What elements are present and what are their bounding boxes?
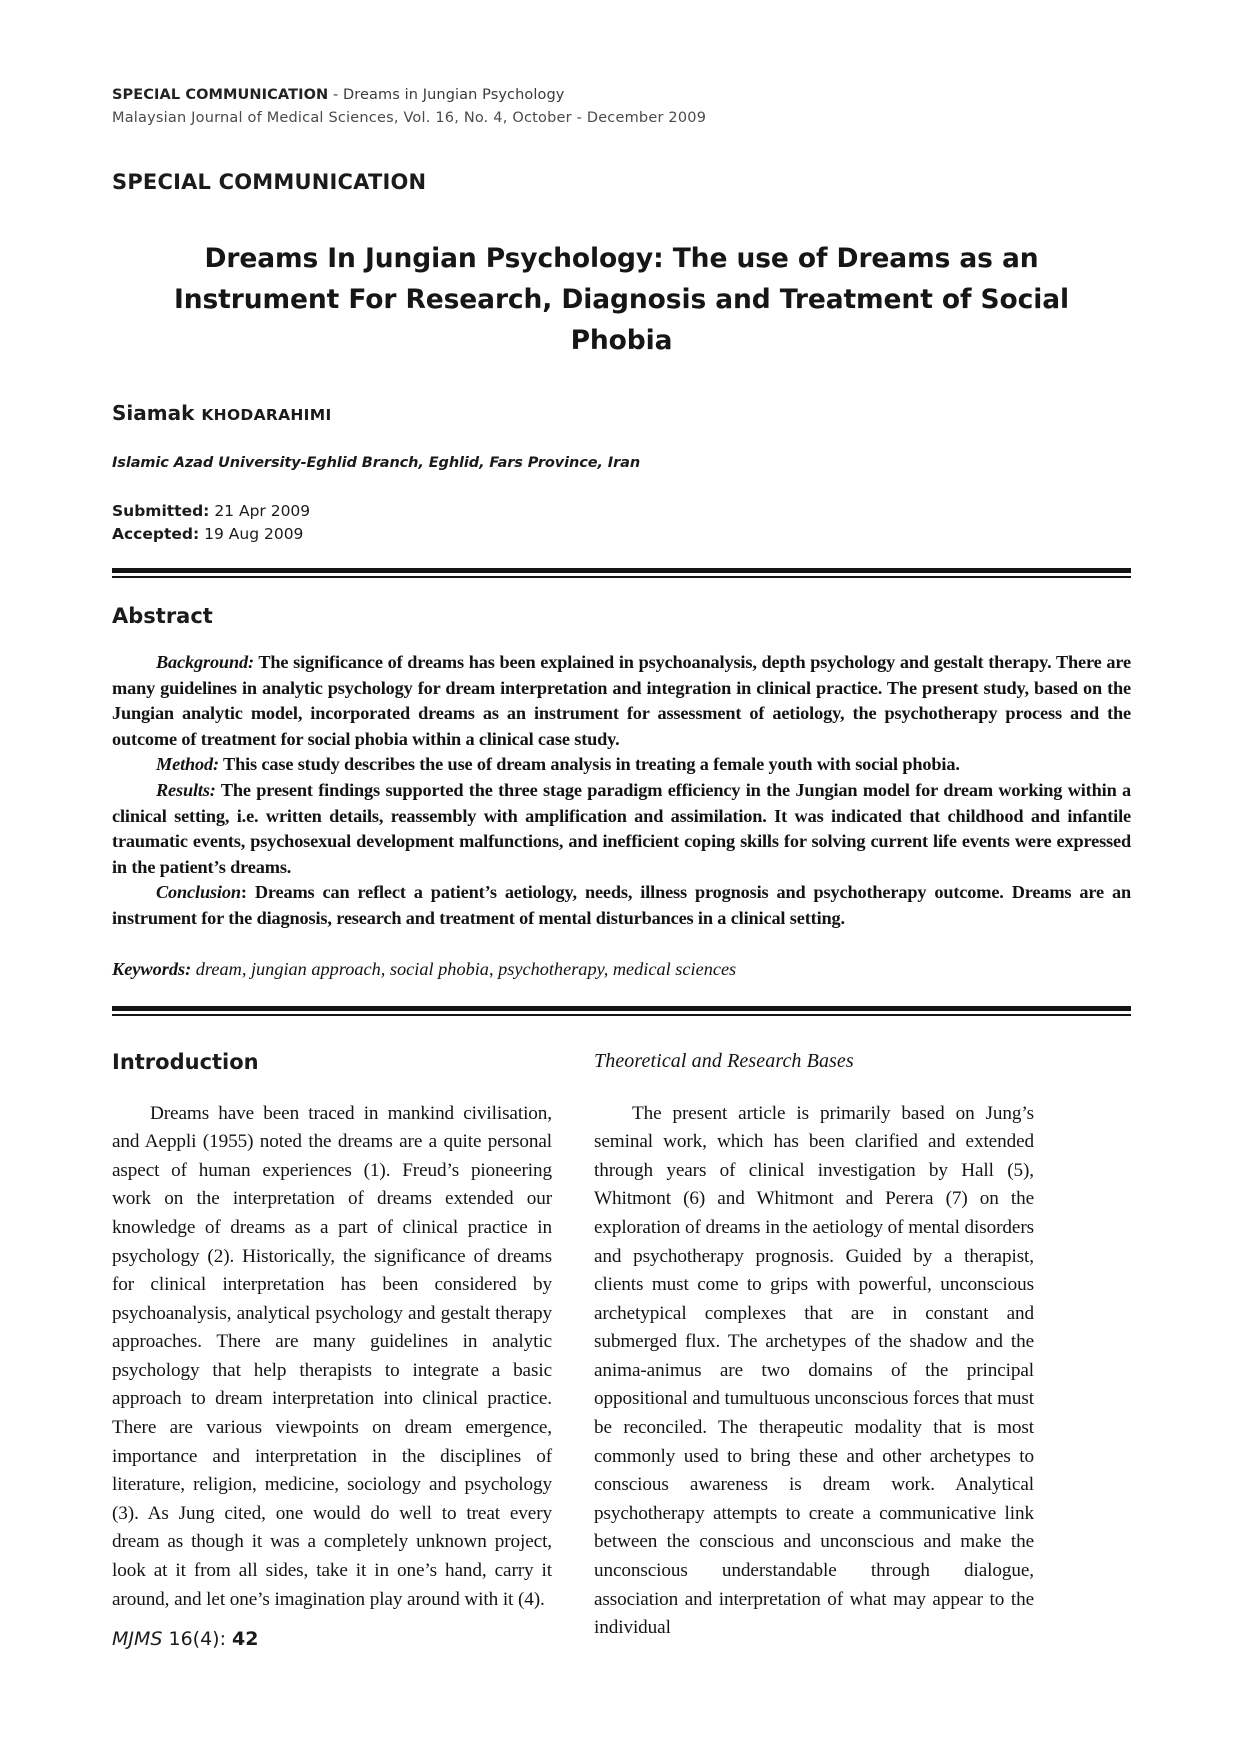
author-surname: KHODARAHIMI [201,406,332,424]
running-head-journal-line: Malaysian Journal of Medical Sciences, Vol. 16, No. 4, October - December 2009 [112,110,707,126]
theoretical-bases-heading: Theoretical and Research Bases [594,1049,854,1072]
submitted-label: Submitted: [112,502,210,520]
divider-thin-line [112,1014,1131,1016]
divider-bottom [112,1006,1131,1016]
section-kicker: SPECIAL COMMUNICATION [112,170,427,194]
accepted-date [112,523,1131,546]
page-title: Dreams In Jungian Psychology: The use of Dreams as an Instrument For Research, Diagnosis and Treatment of Social Phobia [173,243,1070,356]
running-head-separator: - [328,87,344,103]
accepted-label: Accepted: [112,525,200,543]
divider-thin-line [112,576,1131,578]
divider-top [112,568,1131,578]
abstract-results-label: Results: [156,779,216,800]
keywords-value: dream, jungian approach, social phobia, psychotherapy, medical sciences [191,958,737,979]
abstract-method-paragraph [112,752,1131,778]
running-head-short-title: Dreams in Jungian Psychology [343,87,565,103]
submitted-date [112,500,1131,523]
submission-dates [112,500,1131,546]
abstract-background-label: Background: [156,652,254,672]
submitted-value: 21 Apr 2009 [209,502,311,520]
footer-journal-abbrev: MJMS [112,1628,163,1650]
author-name [112,401,1131,425]
abstract-method-text: This case study describes the use of dream analysis in treating a female youth with social phobia. [218,754,960,775]
keywords-label: Keywords: [112,958,192,979]
abstract-results-paragraph [112,778,1131,880]
introduction-paragraph: Dreams have been traced in mankind civilisation, and Aeppli (1955) noted the dreams are a quite personal aspect of human experiences (1). Freud’s pioneering work on the interpretation of dreams extended our knowledge of dreams as a part of clinical practice in psychology (2). Historically, the significance of dreams for clinical interpretation has been considered by psychoanalysis, analytical psychology and gestalt therapy approaches. There are many guidelines in analytic psychology that help therapists to integrate a basic approach to dream interpretation into clinical practice. There are various viewpoints on dream emergence, importance and interpretation in the disciplines of literature, religion, medicine, sociology and psychology (3). As Jung cited, one would do well to treat every dream as though it was a completely unknown project, look at it from all sides, take it in one’s hand, carry it around, and let one’s imagination play around with it (4). [112,1102,552,1610]
abstract-background-text: The significance of dreams has been explained in psychoanalysis, depth psychology and gestalt therapy. There are many guidelines in analytic psychology for dream interpretation and integration in clinical practice. The present study, based on the Jungian analytic model, incorporated dreams as an instrument for assessment of aetiology, the psychotherapy process and the outcome of treatment for social phobia within a clinical case study. [112,652,1131,749]
running-head-label: SPECIAL COMMUNICATION [112,87,329,103]
page-footer [112,1628,258,1650]
abstract-conclusion-label: Conclusion [156,882,241,903]
accepted-value: 19 Aug 2009 [199,525,304,543]
author-affiliation: Islamic Azad University-Eghlid Branch, Eghlid, Fars Province, Iran [112,455,641,471]
column-left [112,1050,552,1643]
column-right [594,1050,1034,1643]
footer-page-number: 42 [232,1628,259,1650]
keywords-line [112,957,1131,982]
running-head [112,84,1131,130]
abstract-heading: Abstract [112,604,213,628]
author-given-name: Siamak [112,401,202,425]
abstract-body [112,650,1131,932]
abstract-conclusion-paragraph [112,880,1131,931]
abstract-conclusion-text: : Dreams can reflect a patient’s aetiology, needs, illness prognosis and psychotherapy outcome. Dreams are an instrument for the diagnosis, research and treatment of mental disturbances in a clinical setting. [112,882,1131,928]
body-columns [112,1050,1131,1643]
theoretical-bases-paragraph: The present article is primarily based on Jung’s seminal work, which has been clarified and extended through years of clinical investigation by Hall (5), Whitmont (6) and Whitmont and Perera (7) on the exploration of dreams in the aetiology of mental disorders and psychotherapy prognosis. Guided by a therapist, clients must come to grips with powerful, unconscious archetypical complexes that are in constant and submerged flux. The archetypes of the shadow and the anima-animus are two domains of the principal oppositional and tumultuous unconscious forces that must be reconciled. The therapeutic modality that is most commonly used to bring these and other archetypes to conscious awareness is dream work. Analytical psychotherapy attempts to create a communicative link between the conscious and unconscious and make the unconscious understandable through dialogue, association and interpretation of what may appear to the individual [594,1102,1034,1639]
abstract-method-label: Method: [156,754,219,775]
abstract-background-paragraph [112,650,1131,752]
abstract-results-text: The present findings supported the three stage paradigm efficiency in the Jungian model for dream working within a clinical setting, i.e. written details, reassembly with amplification and assimilation. It was indicated that childhood and infantile traumatic events, psychosexual development malfunctions, and inefficient coping skills for solving current life events were expressed in the patient’s dreams. [112,779,1131,877]
footer-volume-issue: 16(4): [162,1628,233,1650]
introduction-heading: Introduction [112,1049,259,1074]
